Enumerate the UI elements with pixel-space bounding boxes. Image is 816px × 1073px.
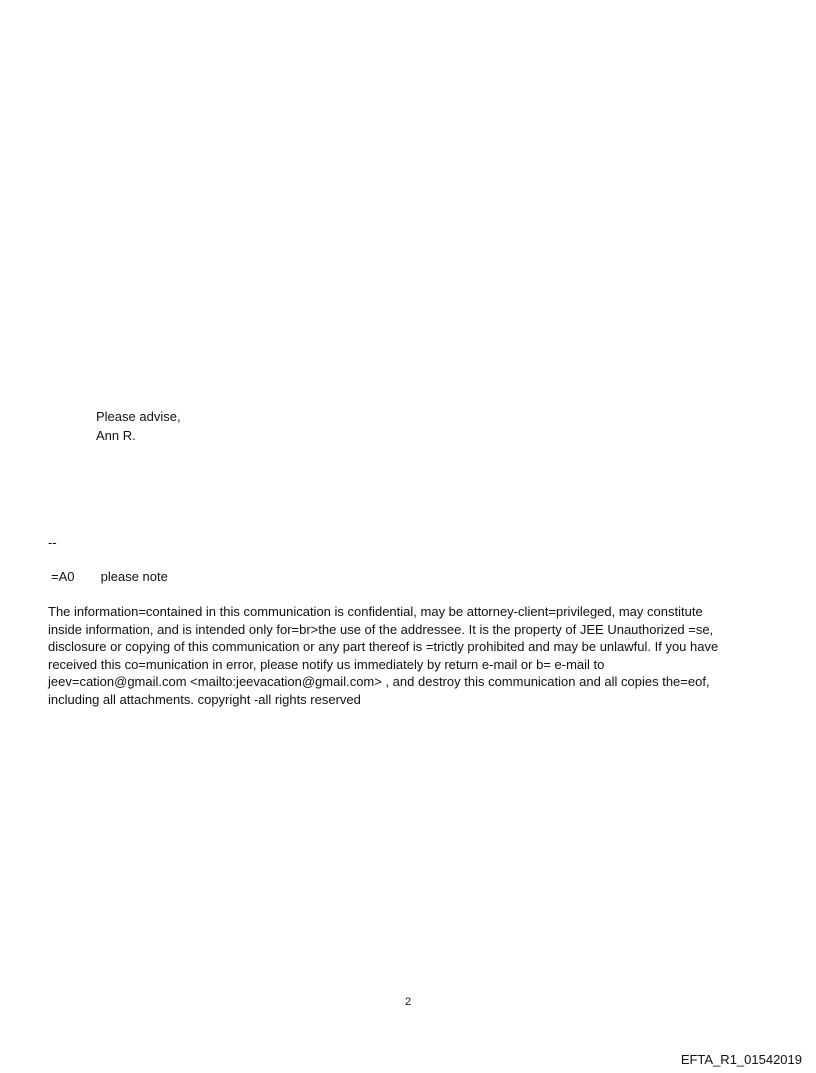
email-signoff bbox=[96, 407, 181, 445]
signature-separator: -- bbox=[48, 535, 57, 550]
disclaimer-line: disclosure or copying of this communication or any part thereof is =trictly prohibited and may be unlawful. If you have bbox=[48, 639, 719, 655]
disclaimer-line: including all attachments. copyright -all rights reserved bbox=[48, 691, 361, 707]
signoff-name-line: Ann R. bbox=[96, 428, 136, 443]
disclaimer-line: received this co=munication in error, please notify us immediately by return e-mail or b= e-mail to bbox=[48, 656, 605, 672]
signoff-advise-line: Please advise, bbox=[96, 409, 181, 424]
disclaimer-line: inside information, and is intended only for=br>the use of the addressee. It is the property of JEE Unauthorized =se, bbox=[48, 621, 714, 637]
note-label: please note bbox=[100, 569, 168, 584]
disclaimer-line: jeev=cation@gmail.com <mailto:jeevacation@gmail.com> , and destroy this communication and all copies the=eof, bbox=[48, 674, 710, 690]
note-heading bbox=[51, 568, 168, 586]
disclaimer-line: The information=contained in this communication is confidential, may be attorney-client=privileged, may constitute bbox=[48, 604, 703, 619]
bates-number: EFTA_R1_01542019 bbox=[680, 1052, 802, 1067]
page-number: 2 bbox=[404, 996, 412, 1008]
note-encoding-code: =A0 bbox=[51, 569, 75, 584]
confidentiality-disclaimer bbox=[48, 603, 768, 709]
